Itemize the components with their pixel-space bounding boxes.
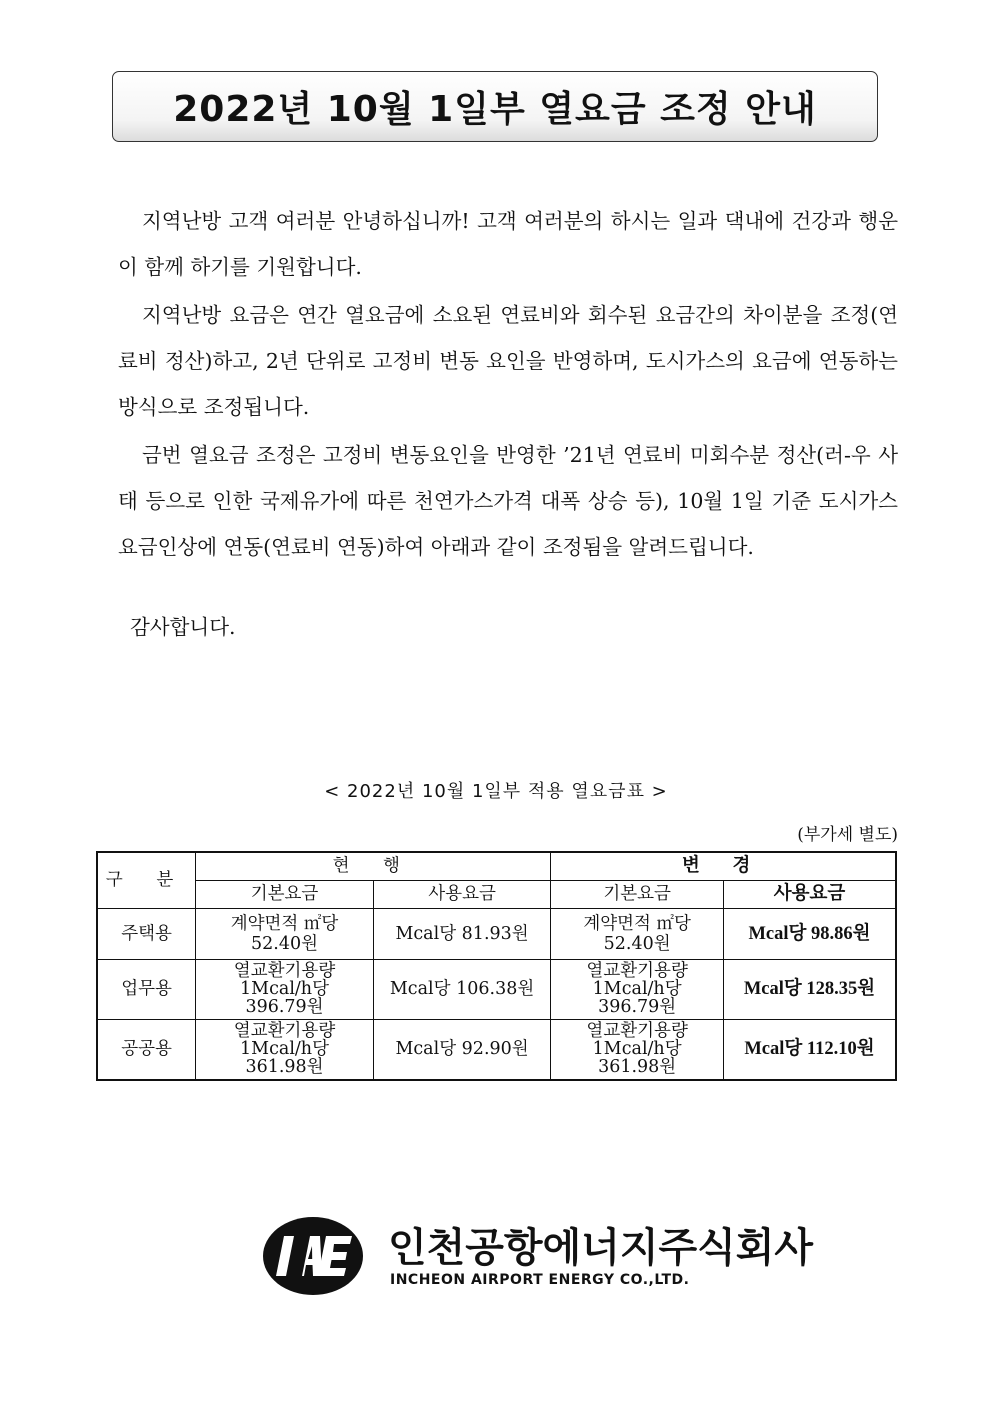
new-basic-rate: 열교환기용량 1Mcal/h당 361.98원 — [551, 1019, 724, 1080]
title-banner — [112, 71, 878, 142]
new-usage-rate: Mcal당 98.86원 — [723, 908, 896, 959]
header-changed: 변 경 — [551, 852, 896, 880]
row-label: 주택용 — [97, 908, 196, 959]
new-basic-rate: 열교환기용량 1Mcal/h당 396.79원 — [551, 959, 724, 1019]
company-name-english: INCHEON AIRPORT ENERGY CO.,LTD. — [390, 1272, 690, 1288]
paragraph-pricing-method: 지역난방 요금은 연간 열요금에 소요된 연료비와 회수된 요금간의 차이분을 조정(연료비 정산)하고, 2년 단위로 고정비 변동 요인을 반영하며, 도시가스의 요금에 연동하는 방식으로 조정됩니다. — [118, 303, 898, 419]
subheader-new-usage: 사용요금 — [723, 880, 896, 908]
table-row — [97, 908, 896, 959]
header-category: 구 분 — [97, 852, 196, 908]
current-usage-rate: Mcal당 106.38원 — [373, 959, 551, 1019]
subheader-new-basic: 기본요금 — [551, 880, 724, 908]
new-basic-rate: 계약면적 ㎡당 52.40원 — [551, 908, 724, 959]
table-title: < 2022년 10월 1일부 적용 열요금표 > — [324, 781, 668, 802]
iae-logo-icon — [262, 1216, 364, 1296]
current-basic-rate: 계약면적 ㎡당 52.40원 — [196, 908, 374, 959]
table-row — [97, 1019, 896, 1080]
table-header-row — [97, 852, 896, 880]
document-title: 2022년 10월 1일부 열요금 조정 안내 — [173, 89, 817, 130]
current-usage-rate: Mcal당 92.90원 — [373, 1019, 551, 1080]
current-basic-rate: 열교환기용량 1Mcal/h당 396.79원 — [196, 959, 374, 1019]
new-usage-rate: Mcal당 112.10원 — [723, 1019, 896, 1080]
paragraph-adjustment-reason: 금번 열요금 조정은 고정비 변동요인을 반영한 ’21년 연료비 미회수분 정산(러-우 사태 등으로 인한 국제유가에 따른 천연가스가격 대폭 상승 등), 10월 1일 기준 도시가스 요금인상에 연동(연료비 연동)하여 아래과 같이 조정됨을 알려드립니다. — [118, 443, 898, 559]
subheader-current-usage: 사용요금 — [373, 880, 551, 908]
closing-text: 감사합니다. — [130, 615, 236, 639]
subheader-current-basic: 기본요금 — [196, 880, 374, 908]
paragraph-greeting: 지역난방 고객 여러분 안녕하십니까! 고객 여러분의 하시는 일과 댁내에 건강과 행운이 함께 하기를 기원합니다. — [118, 209, 898, 279]
body-text — [118, 198, 898, 652]
current-usage-rate: Mcal당 81.93원 — [373, 908, 551, 959]
new-usage-rate: Mcal당 128.35원 — [723, 959, 896, 1019]
header-current: 현 행 — [196, 852, 551, 880]
table-row — [97, 959, 896, 1019]
company-logo — [262, 1212, 814, 1302]
vat-note: (부가세 별도) — [797, 825, 898, 845]
current-basic-rate: 열교환기용량 1Mcal/h당 361.98원 — [196, 1019, 374, 1080]
company-name-korean: 인천공항에너지주식회사 — [388, 1225, 814, 1271]
rate-table — [96, 851, 897, 1081]
row-label: 업무용 — [97, 959, 196, 1019]
row-label: 공공용 — [97, 1019, 196, 1080]
table-subheader-row — [97, 880, 896, 908]
